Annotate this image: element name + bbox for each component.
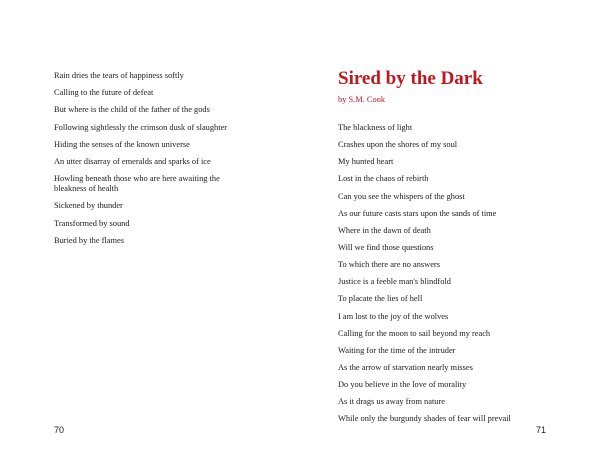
poem-line: Calling for the moon to sail beyond my reach bbox=[338, 328, 491, 338]
poem-byline: by S.M. Cook bbox=[338, 95, 386, 104]
poem-line: Do you believe in the love of morality bbox=[338, 380, 467, 390]
poem-line: As the arrow of starvation nearly misses bbox=[338, 362, 473, 372]
poem-line: Howling beneath those who are here awaiting the bbox=[54, 174, 220, 184]
poem-line: Rain dries the tears of happiness softly bbox=[54, 71, 184, 80]
poem-line: Calling to the future of defeat bbox=[54, 88, 154, 98]
poem-lines-left bbox=[54, 71, 244, 253]
poem-line: Sickened by thunder bbox=[54, 201, 123, 211]
poem-line: Buried by the flames bbox=[54, 235, 125, 245]
poem-line: Crashes upon the shores of my soul bbox=[338, 140, 458, 150]
poem-line: As it drags us away from nature bbox=[338, 397, 445, 407]
poem-line: To which there are no answers bbox=[338, 260, 440, 270]
poem-line: Following sightlessly the crimson dusk of slaughter bbox=[54, 122, 228, 132]
poem-line: Transformed by sound bbox=[54, 218, 130, 228]
poem-line: To placate the lies of hell bbox=[338, 294, 423, 304]
page-number-left: 70 bbox=[54, 425, 65, 435]
poem-line: Where in the dawn of death bbox=[338, 225, 431, 235]
poem-line: Justice is a feeble man's blindfold bbox=[338, 277, 451, 287]
poem-line: bleakness of health bbox=[54, 184, 119, 194]
poem-title: Sired by the Dark bbox=[338, 68, 483, 89]
poem-line: I am lost to the joy of the wolves bbox=[338, 311, 449, 321]
page-number-right: 71 bbox=[536, 425, 547, 435]
poem-line: The blackness of light bbox=[338, 123, 413, 132]
poem-line: But where is the child of the father of the gods bbox=[54, 105, 210, 115]
poem-line: My hunted heart bbox=[338, 157, 394, 167]
right-page bbox=[300, 0, 600, 463]
poem-line: An utter disarray of emeralds and sparks of ice bbox=[54, 156, 211, 166]
poem-line: Can you see the whispers of the ghost bbox=[338, 191, 465, 201]
poem-lines-right bbox=[338, 123, 548, 432]
poem-line: Will we find those questions bbox=[338, 242, 434, 252]
poem-line: While only the burgundy shades of fear will prevail bbox=[338, 414, 511, 424]
poem-line: Hiding the senses of the known universe bbox=[54, 139, 190, 149]
poem-line: Waiting for the time of the intruder bbox=[338, 345, 456, 355]
poem-line: Lost in the chaos of rebirth bbox=[338, 174, 429, 184]
poem-line: As our future casts stars upon the sands of time bbox=[338, 208, 497, 218]
